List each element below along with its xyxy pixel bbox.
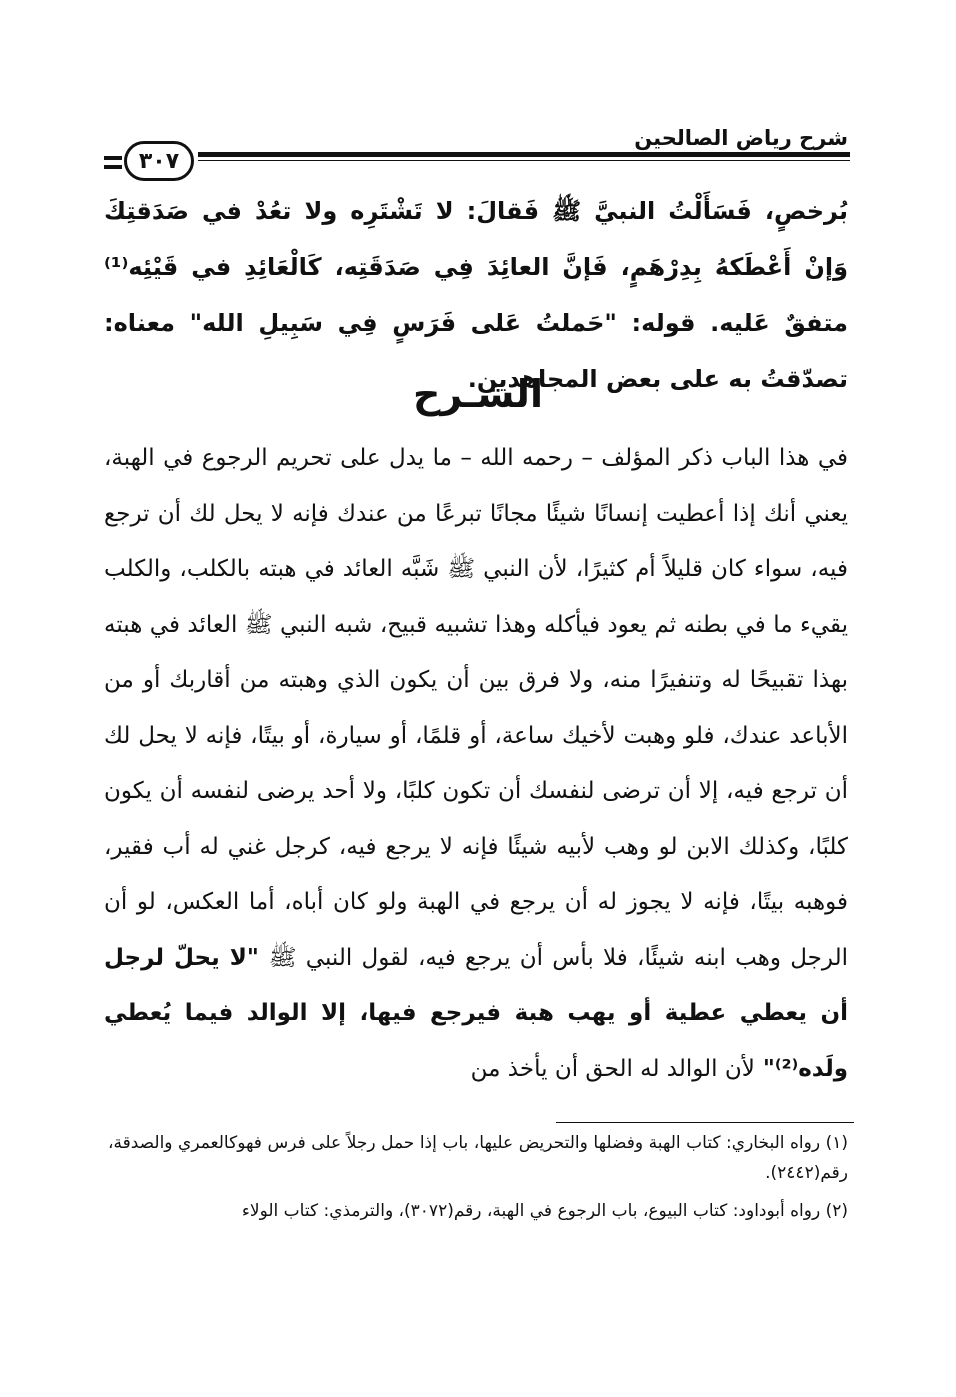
badge-tick-lower — [104, 165, 122, 169]
footnote-1: (١) رواه البخاري: كتاب الهبة وفضلها والتحريض عليها، باب إذا حمل رجلاً على فرس فهوكالعمري والصدقة، رقم(٢٤٤٢). — [108, 1133, 848, 1183]
hadith-quote: "لا يحلّ لرجل أن يعطي عطية أو يهب هبة فيرجع فيها، إلا الوالد فيما يُعطي ولَده⁽²⁾" — [104, 944, 848, 1082]
footnotes — [108, 1128, 848, 1234]
footnote-rule — [556, 1122, 854, 1123]
running-title: شرح رياض الصالحين — [634, 126, 848, 150]
commentary-body — [104, 431, 848, 1097]
page-number: ٣٠٧ — [124, 141, 194, 181]
hadith-text: بُرخصٍ، فَسَأَلْتُ النبيَّ ﷺ فَقالَ: لا تَشْتَرِه ولا تعُدْ في صَدَقتِكَ وَإنْ أَعْطَكهُ بِدِرْهَمٍ، فَإنَّ العائِدَ فِي صَدَقَتِه، كَالْعَائِدِ في قَيْئِه⁽¹⁾ متفقٌ عَليه. قوله: "حَملتُ عَلى فَرَسٍ فِي سَبِيلِ الله" معناه: تصدّقتُ به على بعض المجاهدين. — [104, 197, 848, 393]
header-rule — [198, 152, 850, 157]
badge-tick-upper — [104, 156, 122, 160]
header-rule-thin — [198, 160, 850, 161]
section-heading: الشـرح — [413, 372, 543, 416]
commentary-text-part1: في هذا الباب ذكر المؤلف – رحمه الله – ما يدل على تحريم الرجوع في الهبة، يعني أنك إذا أعطيت إنسانًا شيئًا مجانًا تبرعًا من عندك فإنه لا يحل لك أن ترجع فيه، سواء كان قليلاً أم كثيرًا، لأن النبي ﷺ شَبَّه العائد في هبته بالكلب، والكلب يقيء ما في بطنه ثم يعود فيأكله وهذا تشبيه قبيح، شبه النبي ﷺ العائد في هبته بهذا تقبيحًا له وتنفيرًا منه، ولا فرق بين أن يكون الذي وهبته من أقاربك أو من الأباعد عندك، فلو وهبت لأخيك ساعة، أو قلمًا، أو سيارة، أو بيتًا، فإنه لا يحل لك أن ترجع فيه، إلا أن ترضى لنفسك أن تكون كلبًا، ولا أحد يرضى لنفسه أن يكون كلبًا، وكذلك الابن لو وهب لأبيه شيئًا فإنه لا يرجع فيه، كرجل غني له أب فقير، فوهبه بيتًا، فإنه لا يجوز له أن يرجع في الهبة ولو كان أباه، أما العكس، لو أن الرجل وهب ابنه شيئًا، فلا بأس أن يرجع فيه، لقول النبي ﷺ — [104, 445, 848, 971]
footnote-2: (٢) رواه أبوداود: كتاب البيوع، باب الرجوع في الهبة، رقم(٣٠٧٢)، والترمذي: كتاب الولاء — [241, 1201, 848, 1221]
commentary-text-part2: لأن الوالد له الحق أن يأخذ من — [470, 1055, 755, 1082]
